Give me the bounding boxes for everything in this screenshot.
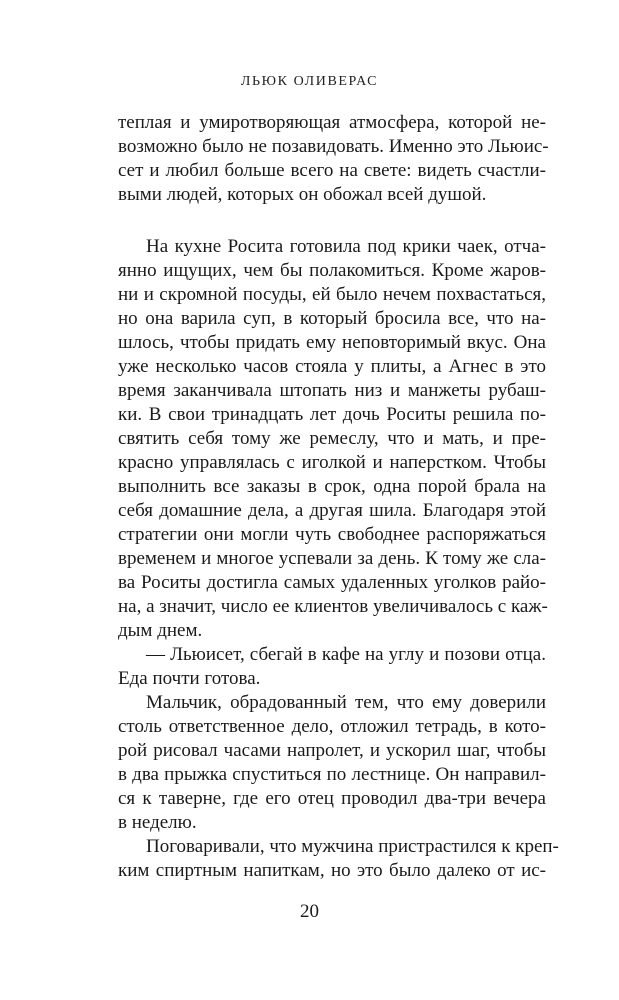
text-line: Еда почти готова. (118, 668, 261, 689)
text-line: себя домашние дела, а другая шила. Благодаря этой (118, 500, 546, 521)
text-line: святить себя тому же ремеслу, что и мать, и пре- (118, 428, 546, 449)
text-line: Мальчик, обрадованный тем, что ему доверили (146, 692, 546, 713)
text-line: теплая и умиротворяющая атмосфера, которой не- (118, 112, 546, 133)
text-line: временем и многое успевали за день. К тому же сла- (118, 548, 546, 569)
text-line: сет и любил больше всего на свете: видеть счастли- (118, 160, 546, 181)
text-line: красно управлялась с иголкой и наперстком. Чтобы (118, 452, 546, 473)
text-line: в неделю. (118, 812, 197, 833)
text-line: шлось, чтобы придать ему неповторимый вкус. Она (118, 332, 546, 353)
text-line: На кухне Росита готовила под крики чаек, отча- (146, 236, 546, 257)
text-line: в два прыжка спуститься по лестнице. Он направил- (118, 764, 546, 785)
text-line: время заканчивала штопать низ и манжеты рубаш- (118, 380, 546, 401)
page-number: 20 (300, 901, 319, 922)
text-line: ни и скромной посуды, ей было нечем похвастаться, (118, 284, 546, 305)
text-line: уже несколько часов стояла у плиты, а Агнес в это (118, 356, 546, 377)
running-head: ЛЬЮК ОЛИВЕРАС (240, 74, 379, 89)
text-line: янно ищущих, чем бы полакомиться. Кроме жаров- (118, 260, 546, 281)
text-line: дым днем. (118, 620, 203, 641)
text-line: ки. В свои тринадцать лет дочь Роситы решила по- (118, 404, 546, 425)
text-line: Поговаривали, что мужчина пристрастился к креп- (146, 836, 559, 857)
text-line: — Льюисет, сбегай в кафе на углу и позови отца. (146, 644, 546, 665)
text-line: выми людей, которых он обожал всей душой. (118, 184, 487, 205)
text-line: столь ответственное дело, отложил тетрадь, в кото- (118, 716, 546, 737)
text-line: на, а значит, число ее клиентов увеличивалось с каж- (118, 596, 548, 617)
text-line: ся к таверне, где его отец проводил два-три вечера (118, 788, 546, 809)
text-line: ва Роситы достигла самых удаленных уголков райо- (118, 572, 546, 593)
text-line: выполнить все заказы в срок, одна порой брала на (118, 476, 546, 497)
text-line: возможно было не позавидовать. Именно это Льюис- (118, 136, 549, 157)
text-line: рой рисовал часами напролет, и ускорил шаг, чтобы (118, 740, 546, 761)
text-line: стратегии они могли чуть свободнее распоряжаться (118, 524, 546, 545)
text-line: ким спиртным напиткам, но это было далеко от ис- (118, 860, 546, 881)
text-line: но она варила суп, в который бросила все, что на- (118, 308, 546, 329)
